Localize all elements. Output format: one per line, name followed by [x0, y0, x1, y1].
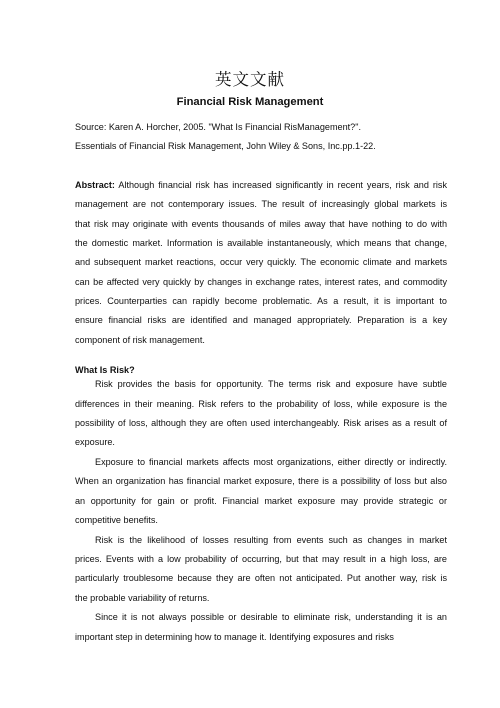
abstract-line: the domestic market. Information is available instantaneously, which means that change, [75, 238, 447, 248]
source-line: Source: Karen A. Horcher, 2005. "What Is Financial RisManagement?". [75, 122, 361, 132]
paragraph-line: important step in determining how to manage it. Identifying exposures and risks [75, 632, 394, 642]
abstract-line: management are not contemporary issues. The result of increasingly global markets is [75, 199, 447, 209]
abstract-label: Abstract: [75, 180, 115, 190]
abstract-line: component of risk management. [75, 335, 205, 345]
paragraph-line: possibility of loss, although they are often used interchangeably. Risk arises as a result of [75, 418, 447, 428]
paragraph-line: Risk provides the basis for opportunity. The terms risk and exposure have subtle [95, 379, 447, 389]
paragraph-line: prices. Events with a low probability of occurring, but that may result in a high loss, are [75, 554, 447, 564]
paragraph-line: competitive benefits. [75, 515, 158, 525]
paragraph-line: differences in their meaning. Risk refers to the probability of loss, while exposure is the [75, 399, 447, 409]
abstract-line: that risk may originate with events thousands of miles away that have nothing to do with [75, 219, 447, 229]
abstract-line: can be affected very quickly by changes in exchange rates, interest rates, and commodity [75, 277, 447, 287]
abstract-line [75, 179, 447, 191]
paragraph-line: an opportunity for gain or profit. Financial market exposure may provide strategic or [75, 496, 447, 506]
abstract-line: and subsequent market reactions, occur very quickly. The economic climate and markets [75, 257, 447, 267]
paragraph-line: particularly troublesome because they are often not anticipated. Put another way, risk is [75, 573, 447, 583]
paragraph-line: Risk is the likelihood of losses resulting from events such as changes in market [95, 535, 447, 545]
abstract-line: prices. Counterparties can rapidly become problematic. As a result, it is important to [75, 296, 447, 306]
paragraph-line: exposure. [75, 437, 115, 447]
paragraph-line: Exposure to financial markets affects most organizations, either directly or indirectly. [95, 457, 447, 467]
chinese-title: 英文文献 [215, 70, 285, 89]
abstract-text: Although financial risk has increased significantly in recent years, risk and risk [118, 180, 448, 190]
section-heading: What Is Risk? [75, 365, 135, 375]
paragraph-line: the probable variability of returns. [75, 593, 210, 603]
source-line: Essentials of Financial Risk Management, John Wiley & Sons, Inc.pp.1-22. [75, 141, 376, 151]
english-title: Financial Risk Management [176, 96, 324, 108]
paragraph-line: When an organization has financial market exposure, there is a possibility of loss but also [75, 476, 447, 486]
paragraph-line: Since it is not always possible or desirable to eliminate risk, understanding it is an [95, 612, 447, 622]
abstract-line: ensure financial risks are identified and managed appropriately. Preparation is a key [75, 315, 447, 325]
